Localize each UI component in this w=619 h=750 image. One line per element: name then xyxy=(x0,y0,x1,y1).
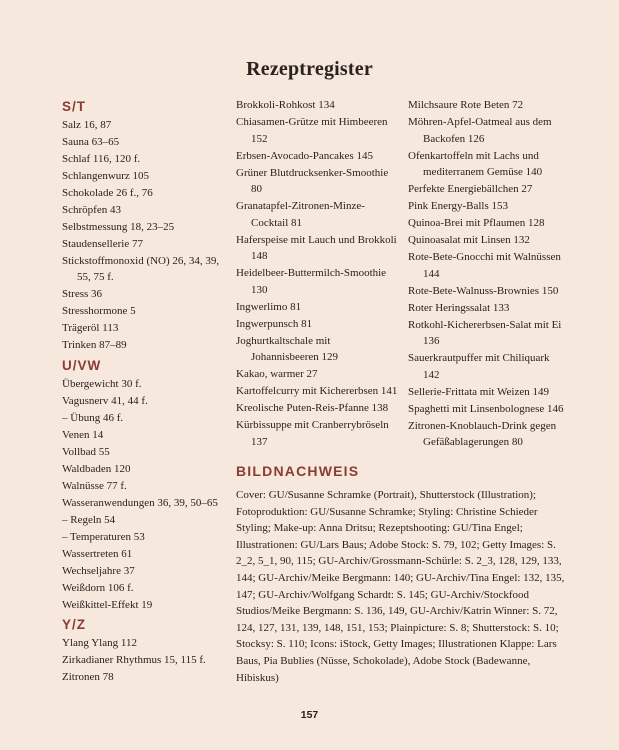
recipe-entry: Milchsaure Rote Beten 72 xyxy=(408,99,524,111)
credits-text: Cover: GU/Susanne Schramke (Portrait), Shutterstock (Illustration); Fotoproduktion: GU/Susanne Schramke; Styling: Christine Schieder Styling; Make-up: Anna Dritsu; Rezeptshooting: GU/Tina Engel; Illustrationen: GU/Lars Baus; Adobe Stock: S. 79, 102; Getty Images: S. 2_2, 5_1, 90, 115; GU-Archiv/Grossmann-Schürle: S. 2_3, 128, 129, 133, 144; GU-Archiv/Meike Bergmann: 140; GU-Archiv/Tina Engel: 132, 135, 147; GU-Archiv/Wolfgang Schardt: S. 145; GU-Archiv/Stockfood Studios/Meike Bergmann: S. 136, 149, GU-Archiv/Katrin Winner: S. 72, 124, 127, 131, 139, 148, 151, 153; Plainpicture: S. 8; Shutterstock: S. 10; Stocksy: S. 110; Icons: iStock, Getty Images; Illustrationen Klappe: Lars Baus, Pia Bublies (Nüsse, Schokolade), Adobe Stock (Badewanne, Hibiskus) xyxy=(236,489,565,684)
recipe-entry: Rote-Bete-Gnocchi mit Walnüssen 144 xyxy=(408,251,561,280)
index-column-1 xyxy=(62,97,222,686)
recipe-entry: Perfekte Energiebällchen 27 xyxy=(408,183,533,196)
recipe-entry: Ingwerlimo 81 xyxy=(236,300,302,313)
recipe-entry: Brokkoli-Rohkost 134 xyxy=(236,99,335,111)
recipe-entry: Kreolische Puten-Reis-Pfanne 138 xyxy=(236,402,389,415)
recipe-entry: Ingwerpunsch 81 xyxy=(236,317,313,330)
index-entry: Staudensellerie 77 xyxy=(62,237,143,250)
recipe-entry: Erbsen-Avocado-Pancakes 145 xyxy=(236,149,373,162)
recipe-entry: Ofenkartoffeln mit Lachs und mediterranem Gemüse 140 xyxy=(408,149,543,179)
recipe-entry: Rotkohl-Kichererbsen-Salat mit Ei 136 xyxy=(408,318,562,348)
index-entry: Schlangenwurz 105 xyxy=(62,169,150,182)
recipe-entry: Kakao, warmer 27 xyxy=(236,368,318,381)
recipe-entry: Kartoffelcurry mit Kichererbsen 141 xyxy=(236,385,398,398)
recipe-entry: Kürbissuppe mit Cranberrybröseln 137 xyxy=(236,419,389,448)
index-entry: Schröpfen 43 xyxy=(62,203,121,216)
index-entry: Wassertreten 61 xyxy=(62,547,133,560)
index-entry: Weißkittel-Effekt 19 xyxy=(62,598,153,611)
recipe-entry: Joghurtkaltschale mit Johannisbeeren 129 xyxy=(236,334,339,364)
recipe-entry: Sellerie-Frittata mit Weizen 149 xyxy=(408,385,549,398)
section-heading: S/T xyxy=(62,99,87,114)
credits-heading: BILDNACHWEIS xyxy=(236,463,360,479)
index-entry: Stickstoffmonoxid (NO) 26, 34, 39, 55, 75 f. xyxy=(62,254,220,284)
recipe-entry: Grüner Blutdrucksenker-Smoothie 80 xyxy=(236,166,389,196)
recipe-entry: Roter Heringssalat 133 xyxy=(408,301,510,314)
index-entry: Zirkadianer Rhythmus 15, 115 f. xyxy=(62,654,206,667)
index-entry: – Temperaturen 53 xyxy=(62,530,145,543)
index-entry: Stress 36 xyxy=(62,288,103,301)
index-entry: Vollbad 55 xyxy=(62,445,110,458)
index-entry: Schokolade 26 f., 76 xyxy=(62,186,153,199)
index-entry: Wasseranwendungen 36, 39, 50–65 xyxy=(62,496,218,509)
index-entry: – Regeln 54 xyxy=(62,513,116,526)
index-entry: Salz 16, 87 xyxy=(62,119,112,131)
index-entry: Ylang Ylang 112 xyxy=(62,637,137,650)
recipe-entry: Spaghetti mit Linsenbolognese 146 xyxy=(408,402,564,415)
section-heading: U/VW xyxy=(62,358,102,373)
recipe-entry: Möhren-Apfel-Oatmeal aus dem Backofen 126 xyxy=(408,115,552,145)
recipe-entry: Quinoasalat mit Linsen 132 xyxy=(408,234,530,247)
index-entry: Selbstmessung 18, 23–25 xyxy=(62,220,175,233)
index-entry: Zitronen 78 xyxy=(62,671,114,684)
index-entry: Übergewicht 30 f. xyxy=(62,378,142,390)
picture-credits xyxy=(236,461,572,686)
recipe-entry: Haferspeise mit Lauch und Brokkoli 148 xyxy=(236,233,397,263)
index-entry: Weißdorn 106 f. xyxy=(62,581,134,594)
index-entry: Wechseljahre 37 xyxy=(62,564,135,577)
recipe-entry: Chiasamen-Grütze mit Himbeeren 152 xyxy=(236,115,388,145)
recipe-entry: Granatapfel-Zitronen-Minze-Cocktail 81 xyxy=(236,200,365,229)
recipe-entry: Heidelbeer-Buttermilch-Smoothie 130 xyxy=(236,267,387,296)
index-column-2 xyxy=(236,97,399,451)
index-entry: Stresshormone 5 xyxy=(62,305,136,318)
page-title: Rezeptregister xyxy=(246,58,373,80)
section-heading: Y/Z xyxy=(62,617,87,633)
index-entry: Walnüsse 77 f. xyxy=(62,479,127,492)
page-number: 157 xyxy=(300,709,319,721)
index-column-3 xyxy=(408,97,568,451)
recipe-entry: Zitronen-Knoblauch-Drink gegen Gefäßablagerungen 80 xyxy=(408,419,557,449)
index-entry: – Übung 46 f. xyxy=(62,411,124,424)
index-entry: Trinken 87–89 xyxy=(62,339,127,352)
index-entry: Sauna 63–65 xyxy=(62,135,120,148)
recipe-entry: Pink Energy-Balls 153 xyxy=(408,200,509,213)
recipe-entry: Sauerkrautpuffer mit Chiliquark 142 xyxy=(408,352,550,381)
index-entry: Waldbaden 120 xyxy=(62,462,131,475)
index-entry: Vagusnerv 41, 44 f. xyxy=(62,394,148,407)
index-entry: Schlaf 116, 120 f. xyxy=(62,152,141,165)
recipe-entry: Quinoa-Brei mit Pflaumen 128 xyxy=(408,217,545,230)
recipe-entry: Rote-Bete-Walnuss-Brownies 150 xyxy=(408,284,559,297)
index-entry: Trägeröl 113 xyxy=(62,322,119,335)
index-entry: Venen 14 xyxy=(62,428,104,441)
